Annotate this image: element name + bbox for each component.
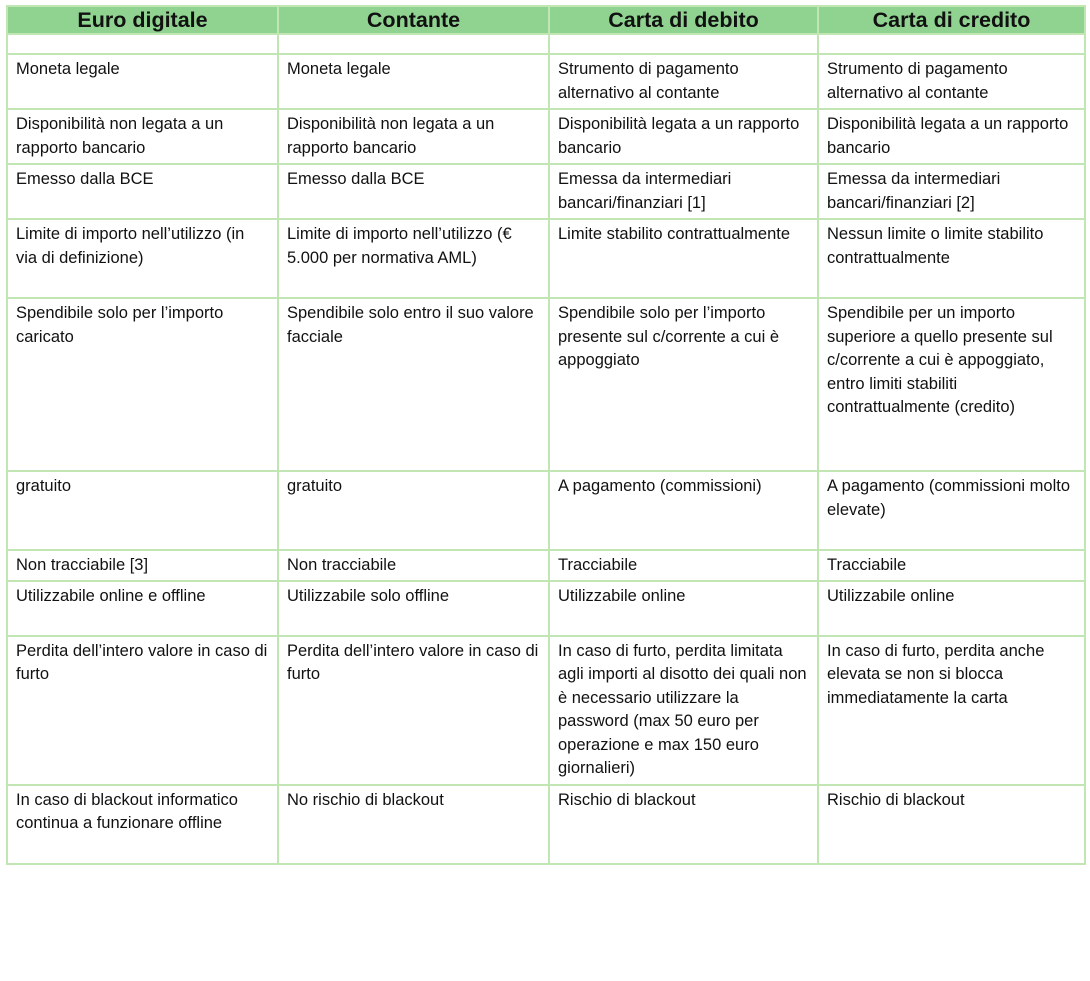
table-cell (278, 34, 549, 54)
table-cell: Limite di importo nell’utilizzo (in via di definizione) (7, 219, 278, 298)
table-row (7, 219, 1085, 298)
table-cell: Disponibilità legata a un rapporto bancario (549, 109, 818, 164)
table-cell: Emessa da intermediari bancari/finanziari [2] (818, 164, 1085, 219)
table-cell: A pagamento (commissioni molto elevate) (818, 471, 1085, 550)
table-cell: Non tracciabile [3] (7, 550, 278, 581)
column-header-carta-di-debito: Carta di debito (549, 6, 818, 34)
table-row (7, 581, 1085, 636)
table-cell: Moneta legale (278, 54, 549, 109)
table-cell: Nessun limite o limite stabilito contrattualmente (818, 219, 1085, 298)
table-cell: Perdita dell’intero valore in caso di furto (7, 636, 278, 785)
table-row (7, 550, 1085, 581)
table-row (7, 109, 1085, 164)
table-cell: Spendibile solo per l’importo presente sul c/corrente a cui è appoggiato (549, 298, 818, 471)
table-cell: Disponibilità non legata a un rapporto bancario (278, 109, 549, 164)
column-header-contante: Contante (278, 6, 549, 34)
table-cell: Tracciabile (549, 550, 818, 581)
table-cell: Strumento di pagamento alternativo al contante (818, 54, 1085, 109)
table-cell (818, 34, 1085, 54)
table-cell: Tracciabile (818, 550, 1085, 581)
table-cell: Rischio di blackout (549, 785, 818, 864)
table-cell: Moneta legale (7, 54, 278, 109)
column-header-carta-di-credito: Carta di credito (818, 6, 1085, 34)
table-cell: gratuito (278, 471, 549, 550)
table-cell: Perdita dell’intero valore in caso di furto (278, 636, 549, 785)
table-row (7, 785, 1085, 864)
table-cell: Disponibilità legata a un rapporto bancario (818, 109, 1085, 164)
table-cell: A pagamento (commissioni) (549, 471, 818, 550)
table-row (7, 636, 1085, 785)
table-cell: Limite di importo nell’utilizzo (€ 5.000 per normativa AML) (278, 219, 549, 298)
comparison-table (6, 5, 1086, 865)
table-cell: Spendibile per un importo superiore a quello presente sul c/corrente a cui è appoggiato, entro limiti stabiliti contrattualmente (credito) (818, 298, 1085, 471)
comparison-table-container (6, 5, 1086, 865)
table-cell: Non tracciabile (278, 550, 549, 581)
table-cell: Utilizzabile online (549, 581, 818, 636)
table-cell: Emesso dalla BCE (7, 164, 278, 219)
table-cell: Strumento di pagamento alternativo al contante (549, 54, 818, 109)
table-cell: Utilizzabile online (818, 581, 1085, 636)
table-cell: Emesso dalla BCE (278, 164, 549, 219)
header-row (7, 6, 1085, 34)
table-cell: Spendibile solo per l’importo caricato (7, 298, 278, 471)
table-cell: No rischio di blackout (278, 785, 549, 864)
table-cell: Spendibile solo entro il suo valore facciale (278, 298, 549, 471)
table-cell (549, 34, 818, 54)
table-row (7, 471, 1085, 550)
column-header-euro-digitale: Euro digitale (7, 6, 278, 34)
table-cell: Limite stabilito contrattualmente (549, 219, 818, 298)
table-row (7, 298, 1085, 471)
table-cell: Disponibilità non legata a un rapporto bancario (7, 109, 278, 164)
table-cell (7, 34, 278, 54)
table-cell: Emessa da intermediari bancari/finanziari [1] (549, 164, 818, 219)
empty-row (7, 34, 1085, 54)
table-row (7, 54, 1085, 109)
table-cell: gratuito (7, 471, 278, 550)
table-cell: Utilizzabile online e offline (7, 581, 278, 636)
table-row (7, 164, 1085, 219)
table-cell: In caso di blackout informatico continua a funzionare offline (7, 785, 278, 864)
table-cell: In caso di furto, perdita anche elevata se non si blocca immediatamente la carta (818, 636, 1085, 785)
table-cell: Rischio di blackout (818, 785, 1085, 864)
table-cell: Utilizzabile solo offline (278, 581, 549, 636)
table-cell: In caso di furto, perdita limitata agli importi al disotto dei quali non è necessario utilizzare la password (max 50 euro per operazione e max 150 euro giornalieri) (549, 636, 818, 785)
